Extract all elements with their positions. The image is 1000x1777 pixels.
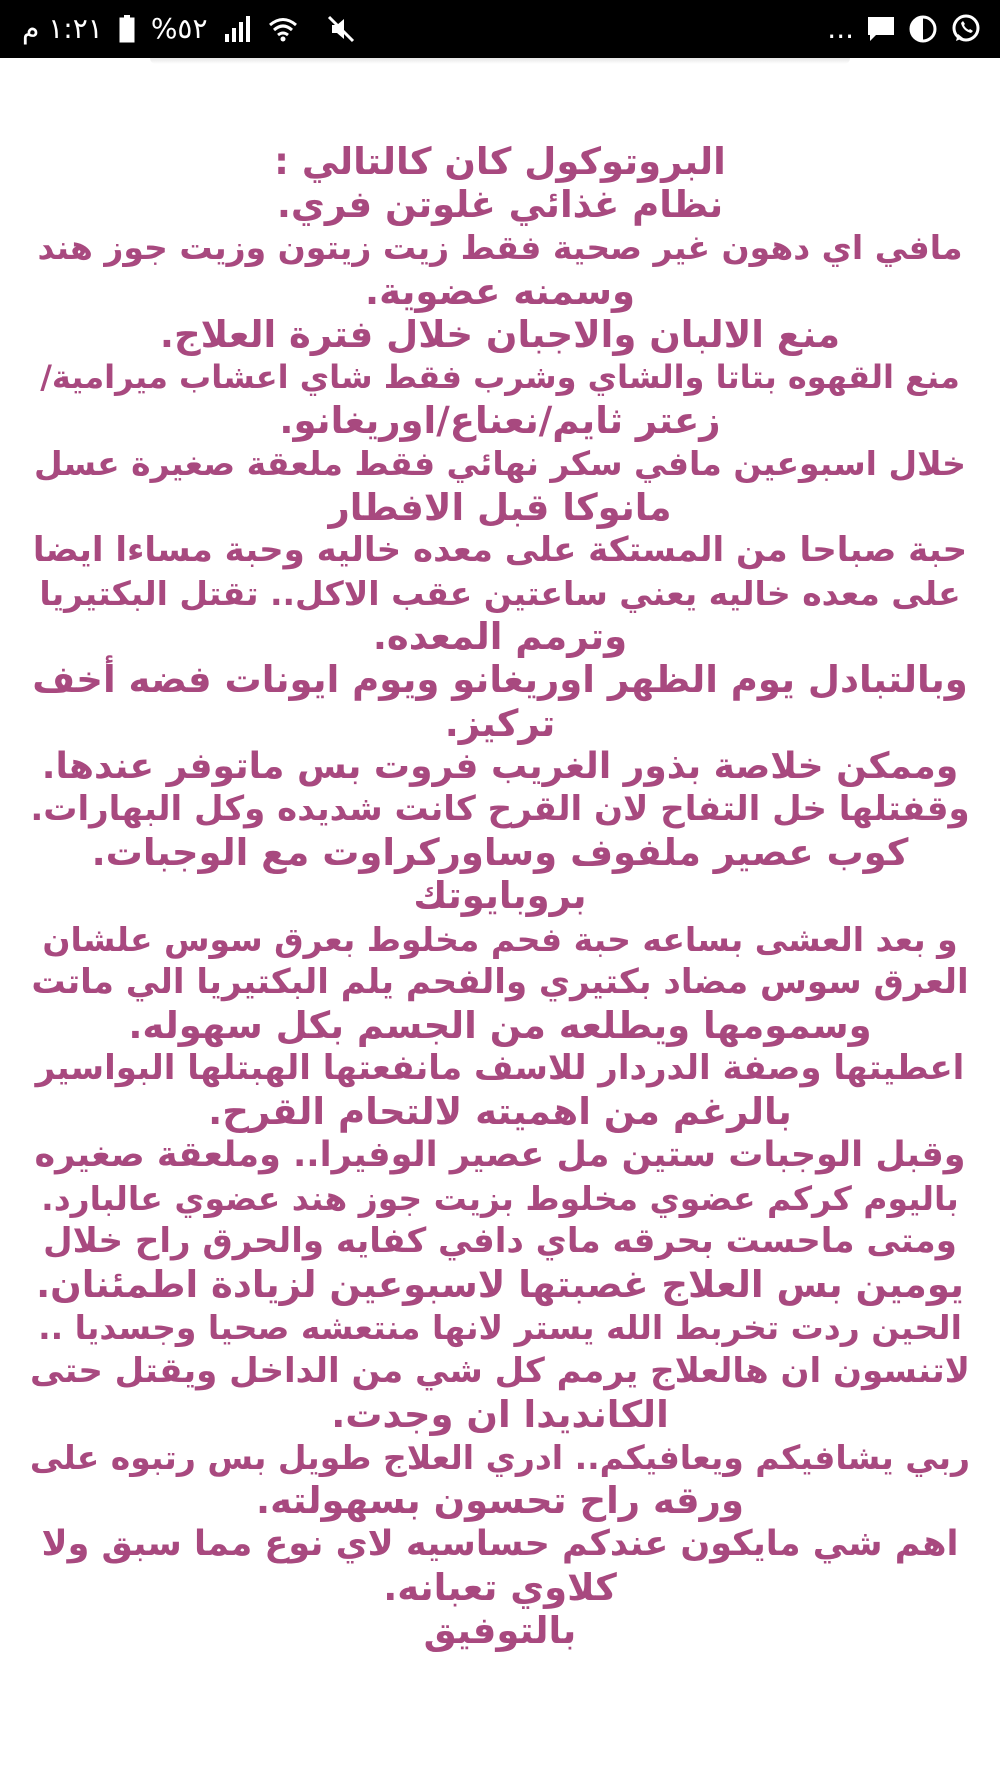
post-text-line: وبالتبادل يوم الظهر اوريغانو ويوم ايونات فضه أخف [32,658,968,702]
clock: ١:٢١ م [22,12,103,45]
post-text-line: اعطيتها وصفة الدردار للاسف مانفعتها الهبتلها البواسير [35,1048,965,1089]
message-icon [866,15,896,43]
post-text-line: زعتر ثايم/نعناع/اوريغانو. [279,399,721,443]
post-text-line: يومين بس العلاج غصبتها لاسبوعين لزيادة اطمئنان. [36,1263,964,1307]
post-body [30,140,970,1652]
header-shadow [150,58,850,64]
whatsapp-icon [950,13,982,45]
post-text-line: بروبايوتك [413,874,587,918]
post-text-line: الكانديدا ان وجدت. [331,1392,669,1436]
post-text-line: تركيز. [444,701,556,745]
post-text-line: وقفتلها خل التفاح لان القرح كانت شديده وكل البهارات. [30,789,970,830]
post-text-line: وممكن خلاصة بذور الغريب فروت بس ماتوفر عندها. [41,745,959,787]
post-text-line: وسمنه عضوية. [365,269,635,313]
post-text-line: مافي اي دهون غير صحية فقط زيت زيتون وزيت جوز هند [37,228,963,268]
post-text-line: وترمم المعده. [372,615,628,659]
status-bar-right [827,0,982,58]
post-text-line: بالتوفيق [423,1608,577,1652]
post-text-line: وقبل الوجبات ستين مل عصير الوفيرا.. وملعقة صغيره [34,1134,966,1175]
more-notifications: ... [827,12,854,45]
post-text-line: حبة صباحا من المستكة على معده خاليه وحبة مساءا ايضا [32,529,968,570]
post-text-line: على معده خاليه يعني ساعتين عقب الاكل.. تقتل البكتيريا [39,574,961,614]
post-text-line: باليوم كركم عضوي مخلوط بزيت جوز هند عضوي عالبارد. [41,1178,959,1218]
post-text-line: العرق سوس مضاد بكتيري والفحم يلم البكتيريا الي ماتت [31,961,969,1002]
status-bar-left [22,0,356,58]
post-text-line: وسمومها ويطلعه من الجسم بكل سهوله. [128,1004,872,1048]
post-text-line: ورقه راح تحسون بسهولته. [256,1479,744,1523]
post-text-line: نظام غذائي غلوتن فري. [276,183,724,227]
post-text-line: البروتوكول كان كالتالي : [274,140,726,183]
post-text-line: كلاوي تعبانه. [383,1565,617,1609]
post-text-line: ومتى ماحست بحرقه ماي دافي كفايه والحرق راح خلال [43,1221,957,1262]
post-text-line: ربي يشافيكم ويعافيكم.. ادري العلاج طويل بس رتبوه على [29,1438,970,1478]
post-text-line: و بعد العشى بساعه حبة فحم مخلوط بعرق سوس علشان [42,919,958,959]
post-text-line: اهم شي مايكون عندكم حساسيه لاي نوع مما سبق ولا [41,1523,959,1564]
post-text-line: الحين ردت تخربط الله يستر لانها منتعشه صحيا وجسديا .. [38,1308,962,1348]
wifi-icon [268,16,298,42]
battery-icon [119,15,135,43]
post-text-line: منع القهوه بتاتا والشاي وشرب فقط شاي اعشاب ميرامية/ [40,358,960,397]
signal-icon [224,16,252,42]
post-text-line: لاتنسون ان هالعلاج يرمم كل شي من الداخل ويقتل حتى [30,1350,970,1391]
post-text-line: بالرغم من اهميته لالتحام القرح. [208,1090,792,1134]
half-moon-icon [908,14,938,44]
post-text-line: خلال اسبوعين مافي سكر نهائي فقط ملعقة صغيرة عسل [34,444,966,484]
post-text-line: منع الالبان والاجبان خلال فترة العلاج. [159,312,841,356]
status-bar [0,0,1000,58]
battery-percent: ٥٢% [150,12,208,45]
mute-icon [326,14,356,44]
post-text-line: كوب عصير ملفوف وساوركراوت مع الوجبات. [91,831,909,875]
post-text-line: مانوكا قبل الافطار [328,485,672,529]
